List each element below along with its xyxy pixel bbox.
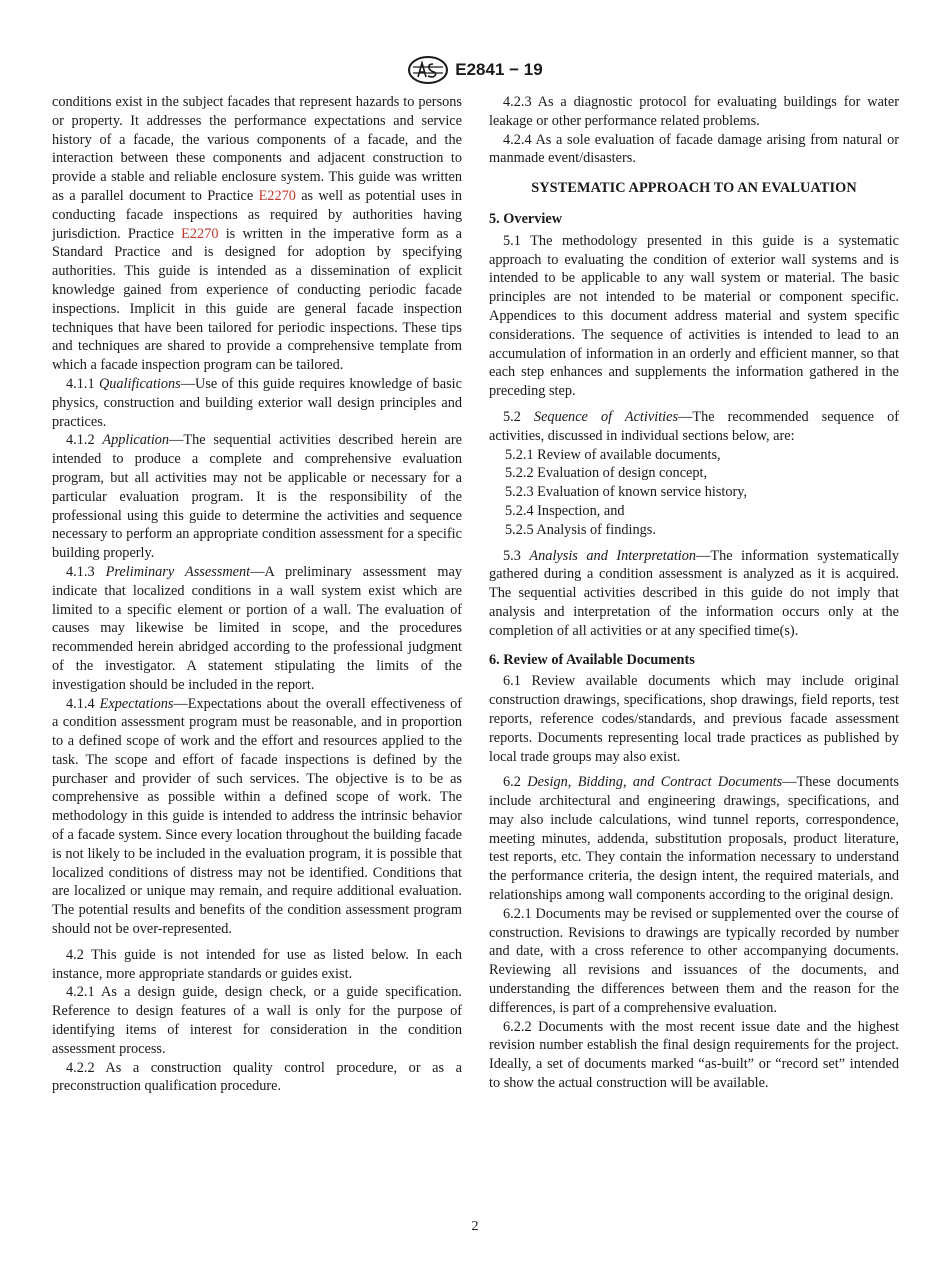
list-item: 5.2.3 Evaluation of known service history, — [505, 484, 748, 501]
section-4-2-4: 4.2.4 As a sole evaluation of facade damage arising from natural or manmade event/disasters. — [489, 131, 899, 167]
heading-5-overview: 5. Overview — [489, 210, 563, 227]
section-6-2-1: 6.2.1 Documents may be revised or supplemented over the course of construction. Revisions to drawings are typically recorded by number and date, with a cross reference to other accompanying documents. Reviewing all revisions and issuances of the documents, and understanding the differences between them and the reason for the differences, is part of a comprehensive evaluation. — [489, 905, 899, 1016]
right-column — [489, 93, 899, 1093]
heading-6-review: 6. Review of Available Documents — [489, 651, 695, 668]
list-item: 5.2.2 Evaluation of design concept, — [505, 465, 708, 482]
section-4-1-2: 4.1.2 Application—The sequential activities described herein are intended to produce a complete and comprehensive evaluation program, but all activities may not be applicable or necessary for a particular evaluation program. It is the responsibility of the professional using this guide to determine the activities and sequence necessary to perform an appropriate condition assessment for a specific building properly. — [52, 432, 463, 562]
list-item: 5.2.4 Inspection, and — [505, 502, 625, 519]
section-4-2: 4.2 This guide is not intended for use as listed below. In each instance, more appropriate standards or guides exist. — [52, 946, 462, 982]
section-4-2-2: 4.2.2 As a construction quality control procedure, or as a preconstruction qualification procedure. — [52, 1059, 462, 1095]
section-5-3: 5.3 Analysis and Interpretation—The information systematically gathered during a condition assessment is analyzed as it is acquired. The sequential activities described in this guide do not imply that analysis and interpretation of the information occurs only at the completion of all activities or at any specified time(s). — [489, 547, 899, 639]
e2270-link[interactable]: E2270 — [258, 187, 296, 204]
section-4-1-4: 4.1.4 Expectations—Expectations about the overall effectiveness of a condition assessment program must be reasonable, and in proportion to a defined scope of work and the effort and resources applied to the task. The scope and effort of facade inspections is defined by the purchaser and provider of such services. The objective is to be as comprehensive as possible within a defined scope of work. The methodology in this guide is intended to address the intrinsic behavior of a facade system. Since every location throughout the building facade is not likely to be included in the evaluation program, it is possible that localized conditions of distress may not be identified. Conditions that are localized or unique may remain, and require additional evaluation. The potential results and benefits of the condition assessment program should not be over-represented. — [52, 695, 462, 938]
list-item: 5.2.5 Analysis of findings. — [505, 521, 656, 538]
e2270-link-2[interactable]: E2270 — [181, 225, 219, 242]
section-title: SYSTEMATIC APPROACH TO AN EVALUATION — [531, 180, 857, 197]
page-number: 2 — [471, 1219, 479, 1234]
section-6-2-2: 6.2.2 Documents with the most recent issue date and the highest revision number establish the final design requirements for the project. Ideally, a set of documents marked “as-built” or “record set” intended to show the actual construction will be available. — [489, 1018, 899, 1092]
section-5-2: 5.2 Sequence of Activities—The recommended sequence of activities, discussed in individual sections below, are: — [489, 408, 899, 444]
section-6-1: 6.1 Review available documents which may include original construction drawings, specifications, shop drawings, field reports, test reports, reference codes/standards, and previous facade assessment reports. Documents representing local trade practices as published by local trade groups may also exist. — [489, 673, 899, 765]
section-6-2: 6.2 Design, Bidding, and Contract Documents—These documents include architectural and engineering drawings, specifications, and may also include calculations, wind tunnel reports, correspondence, meeting minutes, addenda, substitution proposals, product literature, test reports, etc. They contain the information necessary to understand the performance criteria, the design intent, the required materials, and relationships among wall components according to the original design. — [489, 774, 899, 904]
intro-paragraph: conditions exist in the subject facades that represent hazards to persons or property. It addresses the performance expectations and service history of a facade, the various components of a facade, and the interaction between these components and adjacent construction to provide a stable and reliable enclosure system. This guide was written as a parallel document to Practice E2270 as well as potential uses in conducting facade inspections as required by authorities having jurisdiction. Practice E2270 is written in the imperative form as a Standard Practice and is designed for adoption by specifying authorities. This guide is intended as a dissemination of explicit knowledge gained from experience of conducting periodic facade inspections. Implicit in this guide are general facade inspection techniques that have been tailored for periodic inspections. These tips and techniques are shared to provide a comprehensive template from which a facade inspection program can be tailored. — [52, 94, 463, 374]
section-4-2-3: 4.2.3 As a diagnostic protocol for evaluating buildings for water leakage or other performance related problems. — [489, 94, 899, 129]
section-4-1-1: 4.1.1 Qualifications—Use of this guide requires knowledge of basic physics, construction and building exterior wall design principles and practices. — [52, 375, 462, 430]
page-header — [0, 55, 950, 85]
section-4-2-1: 4.2.1 As a design guide, design check, or a guide specification. Reference to design features of a wall is only for the purpose of identifying items of interest for consideration in the condition assessment process. — [52, 984, 462, 1057]
section-4-1-3: 4.1.3 Preliminary Assessment—A preliminary assessment may indicate that localized conditions in a wall system exist which are limited to a specific element or portion of a wall. The evaluation of causes may likewise be limited in scope, and the procedures recommended herein abridged according to the professional judgment of the investigator. A statement stipulating the limits of the investigation should be included in the report. — [52, 563, 462, 693]
astm-logo-icon — [407, 55, 449, 85]
left-column — [52, 93, 462, 1096]
list-item: 5.2.1 Review of available documents, — [505, 446, 721, 463]
document-designation: E2841 − 19 — [455, 60, 543, 79]
section-5-1: 5.1 The methodology presented in this guide is a systematic approach to evaluating the condition of exterior wall systems and is intended to be applicable to any wall system or material. The basic principles are not intended to be material or component specific. Appendices to this document address material and system specific considerations. The sequence of activities is intended to lead to an accumulation of information in an orderly and efficient manner, so that each step enhances and supplements the information gathered in the preceding step. — [489, 232, 899, 400]
